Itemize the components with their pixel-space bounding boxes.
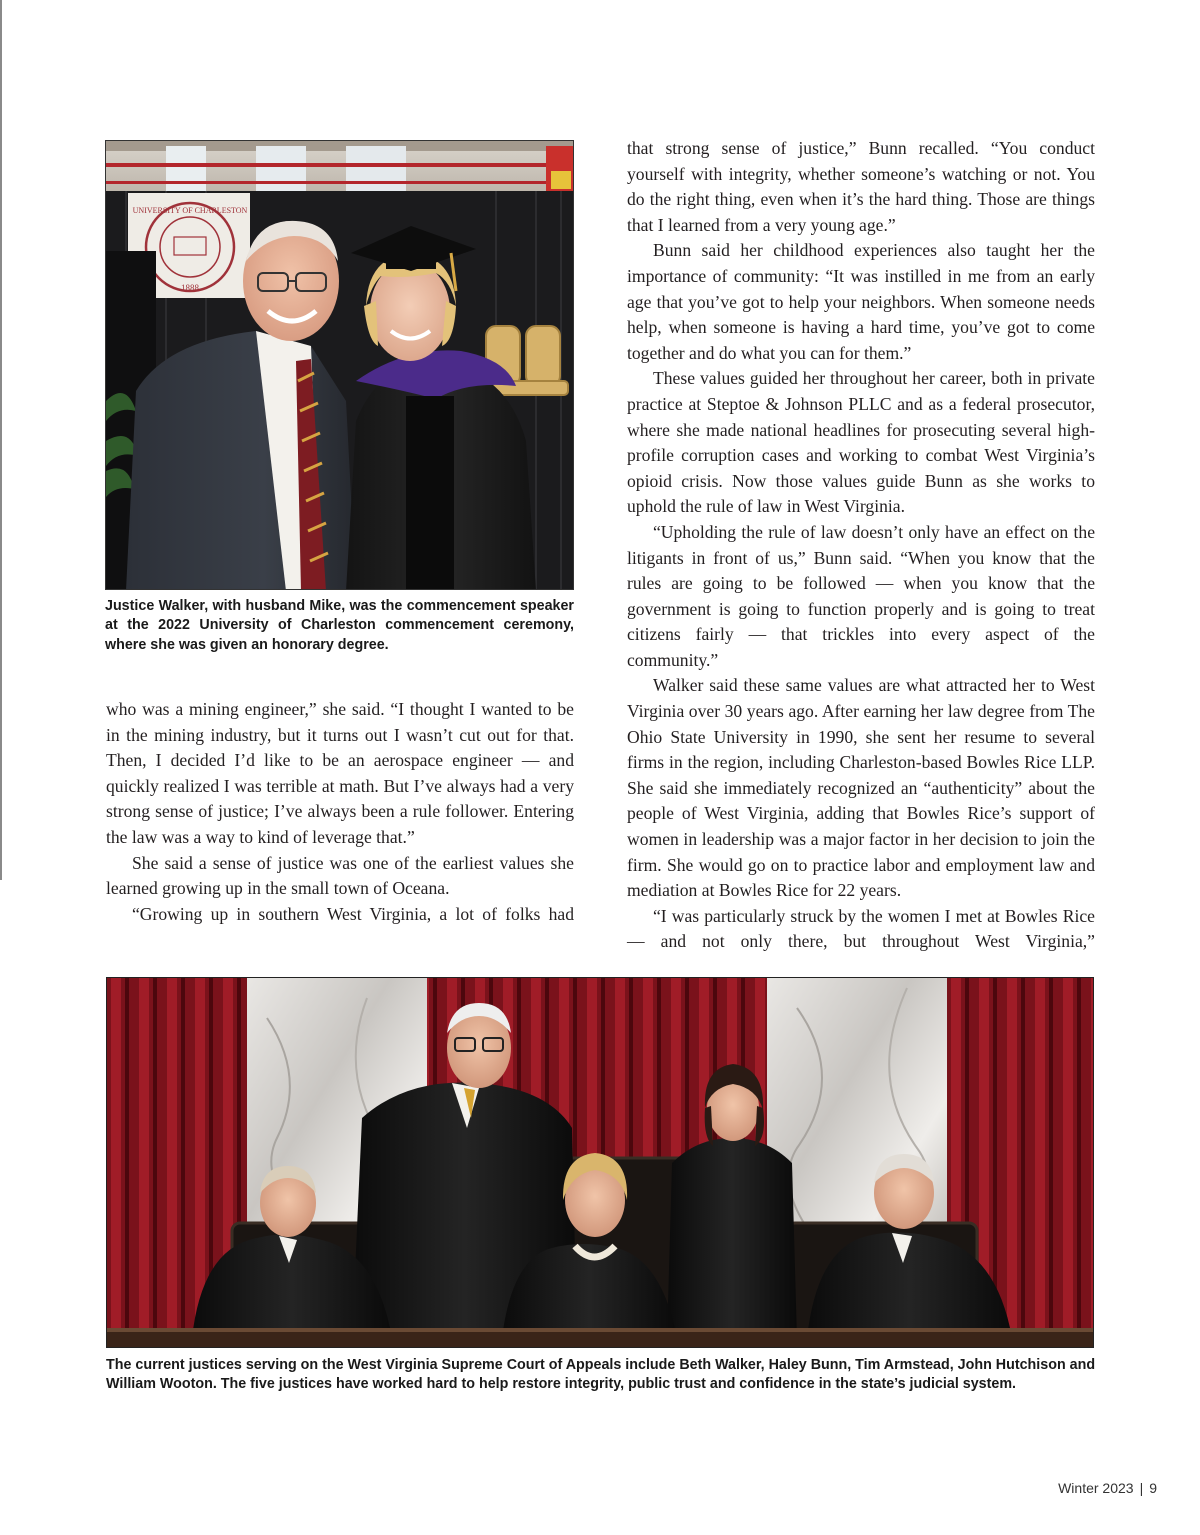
- justices-photo: [106, 977, 1094, 1348]
- paragraph: “I was particularly struck by the women I met at Bowles Rice — and not only there, but throughout West Virginia,”: [627, 905, 1095, 952]
- paragraph: “Growing up in southern West Virginia, a lot of folks had: [132, 903, 574, 924]
- paragraph: that strong sense of justice,” Bunn recalled. “You conduct yourself with integrity, whether someone’s watching or not. You do the right thing, even when it’s the hard thing. Those are things that I learned from a very young age.”: [627, 138, 1095, 235]
- photo-caption-justices: The current justices serving on the West Virginia Supreme Court of Appeals include Beth Walker, Haley Bunn, Tim Armstead, John Hutchison and William Wooton. The five justices have worked hard to help restore integrity, public trust and confidence in the state’s judicial system.: [106, 1357, 1096, 1393]
- right-text-column: [627, 136, 1095, 955]
- commencement-photo: [105, 140, 574, 590]
- paragraph: These values guided her throughout her career, both in private practice at Steptoe & Johnson PLLC and as a federal prosecutor, where she made national headlines for prosecuting several high-profile corruption cases and working to combat West Virginia’s opioid crisis. Now those values guide Bunn as she works to uphold the rule of law in West Virginia.: [627, 368, 1095, 517]
- issue-label: Winter 2023: [1058, 1480, 1134, 1496]
- paragraph: She said a sense of justice was one of the earliest values she learned growing up in the small town of Oceana.: [106, 852, 574, 899]
- footer-separator: |: [1139, 1480, 1144, 1496]
- page-number: 9: [1149, 1480, 1157, 1496]
- page-edge-line: [0, 0, 2, 880]
- paragraph: Bunn said her childhood experiences also taught her the importance of community: “It was instilled in me from an early age that you’ve got to help your neighbors. When someone needs help, when someone is having a hard time, you’ve got to come together and do what you can for them.”: [627, 240, 1095, 363]
- seal-text: UNIVERSITY OF CHARLESTON: [132, 206, 248, 215]
- paragraph: who was a mining engineer,” she said. “I thought I wanted to be in the mining industry, but it turns out I wasn’t cut out for that. Then, I decided I’d like to be an aerospace engineer — and quickly realized I was terrible at math. But I’ve always had a very strong sense of justice; I’ve always been a rule follower. Entering the law was a way to kind of leverage that.”: [106, 699, 574, 847]
- photo-caption-commencement: Justice Walker, with husband Mike, was the commencement speaker at the 2022 University of Charleston commencement ceremony, where she was given an honorary degree.: [105, 598, 574, 653]
- paragraph: “Upholding the rule of law doesn’t only have an effect on the litigants in front of us,” Bunn said. “When you know that the rules are going to be followed — when you know that the government is going to function properly and is going to treat citizens fairly — that trickles into every aspect of the community.”: [627, 521, 1095, 670]
- left-text-column: [106, 697, 574, 927]
- seal-year: 1888: [181, 283, 199, 293]
- paragraph: Walker said these same values are what attracted her to West Virginia over 30 years ago. After earning her law degree from The Ohio State University in 1990, she sent her resume to several firms in the region, including Charleston-based Bowles Rice LLP. She said she immediately recognized an “authenticity” about the people of West Virginia, adding that Bowles Rice’s support of women in leadership was a major factor in her decision to join the firm. She would go on to practice labor and employment law and mediation at Bowles Rice for 22 years.: [627, 675, 1095, 901]
- page-footer: [1058, 1480, 1157, 1496]
